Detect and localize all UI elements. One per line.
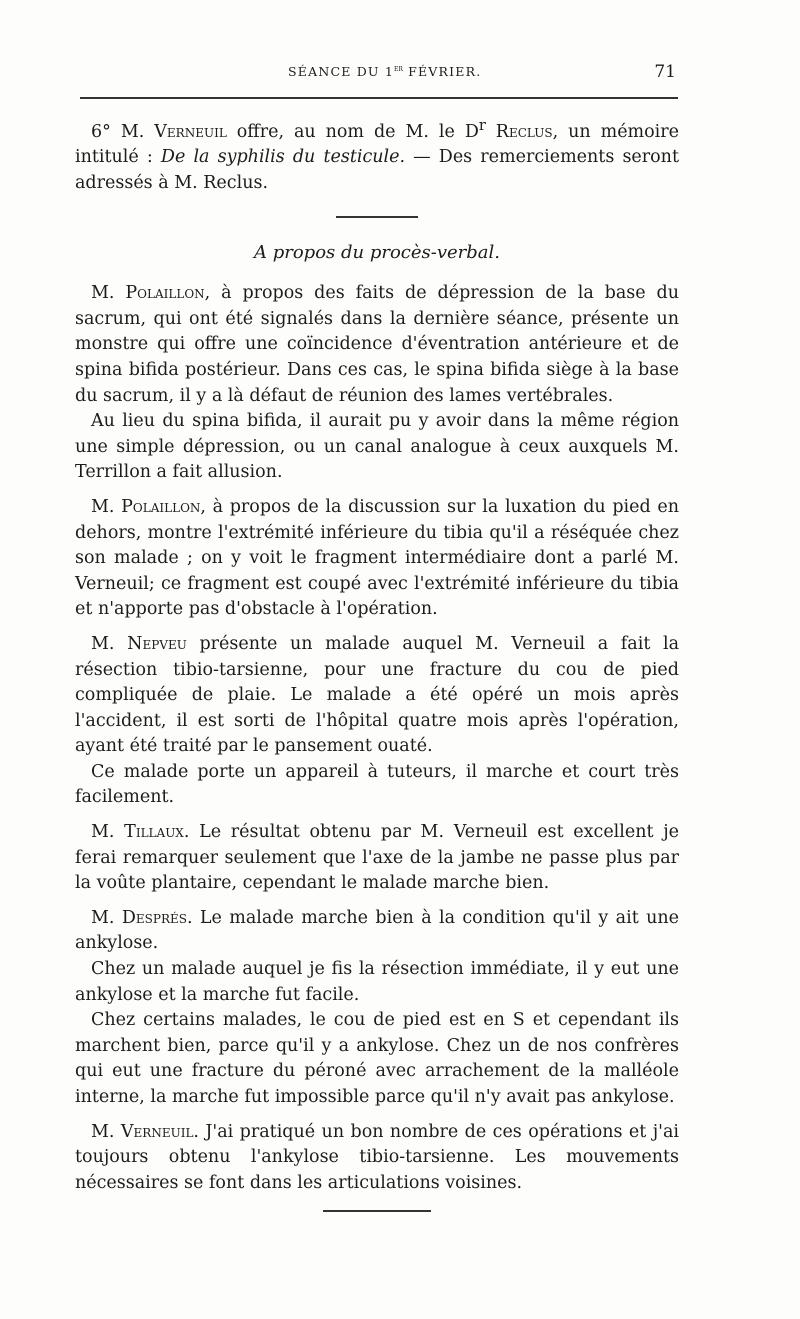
running-title-end: FÉVRIER. — [402, 64, 482, 80]
paragraph-text: , à propos des faits de dépression de la base du sacrum, qui ont été signalés dans la dernière séance, présente un monstre qui offre une coïncidence d'éventration antérieure et de spina bifida postérieur. Dans ces cas, le spina bifida siège à la base du sacrum, il y a là défaut de réunion des lames vertébrales. — [75, 283, 679, 406]
header-rule — [80, 97, 678, 99]
item-6-lead: 6° M. — [91, 121, 155, 142]
paragraph-lead: M. — [91, 283, 126, 304]
speaker-name: Verneuil — [154, 121, 227, 142]
paragraph-lead: M. — [91, 633, 128, 654]
speaker-name: Polaillon — [125, 283, 205, 304]
page-number: 71 — [654, 62, 676, 82]
item-6-paragraph — [75, 113, 679, 197]
body-text — [75, 113, 679, 1212]
paragraph-lead: M. — [91, 1121, 121, 1142]
paragraph-text: présente un malade auquel M. Verneuil a fait la résection tibio-tarsienne, pour une fracture du cou de pied compliquée de plaie. Le malade a été opéré un mois après l'accident, il est sorti de l'hôpital quatre mois après l'opération, ayant été traité par le pansement ouaté. — [75, 633, 680, 757]
paragraph-lead: M. — [91, 496, 122, 517]
paragraph-tillaux — [75, 820, 679, 897]
paragraph-spina-bifida: Au lieu du spina bifida, il aurait pu y avoir dans la même région une simple dépression, ou un canal analogue à ceux auxquels M. Terrillon a fait allusion. — [75, 411, 679, 483]
paragraph-text: . Le malade marche bien à la condition qu'il y ait une ankylose. — [75, 907, 680, 954]
item-6-text: offre, au nom de M. le D — [226, 121, 479, 142]
page-header — [78, 62, 678, 86]
item-6-text: — Des remerciements seront adressés à M. Reclus. — [75, 147, 679, 194]
speaker-name: Nepveu — [127, 633, 187, 654]
memoir-title: De la syphilis du testicule. — [160, 147, 406, 168]
end-divider — [323, 1210, 431, 1212]
section-title: A propos du procès-verbal. — [253, 241, 500, 263]
paragraph-verneuil — [75, 1120, 679, 1197]
paragraph-polaillon-2 — [75, 495, 679, 623]
paragraph-lead: M. — [91, 907, 122, 928]
running-title-superscript: er — [394, 64, 403, 74]
paragraph-text: , à propos de la discussion sur la luxation du pied en dehors, montre l'extrémité inférieure du tibia qu'il a réséquée chez son malade ; on y voit le fragment intermédiaire dont a parlé M. Verneuil; ce fragment est coupé avec l'extrémité inférieure du tibia et n'apporte pas d'obstacle à l'opération. — [75, 496, 679, 620]
speaker-name: Després — [121, 907, 187, 928]
paragraph-text: . J'ai pratiqué un bon nombre de ces opérations et j'ai toujours obtenu l'ankylose tibio-tarsienne. Les mouvements nécessaires se font dans les articulations voisines. — [75, 1121, 680, 1193]
paragraph-appareil: Ce malade porte un appareil à tuteurs, il marche et court très facilement. — [75, 761, 679, 808]
paragraph-despres — [75, 906, 679, 957]
paragraph-nepveu — [75, 632, 679, 760]
running-title — [288, 64, 481, 79]
speaker-name: Verneuil — [120, 1121, 194, 1142]
speaker-name: Polaillon — [121, 496, 201, 517]
running-title-start: SÉANCE DU 1 — [288, 64, 394, 80]
doctor-superscript: r — [478, 117, 486, 134]
speaker-name: Tillaux — [124, 822, 184, 843]
item-6-text: , un mémoire intitulé : — [75, 121, 679, 168]
author-name: Reclus — [485, 121, 553, 142]
paragraph-resection: Chez un malade auquel je fis la résection immédiate, il y eut une ankylose et la marche fut facile. — [75, 959, 679, 1005]
paragraph-ankylose: Chez certains malades, le cou de pied est en S et cependant ils marchent bien, parce qu'il y a ankylose. Chez un de nos confrères qui eut une fracture du péroné avec arrachement de la malléole interne, la marche fut impossible parce qu'il n'y avait pas ankylose. — [75, 1010, 679, 1108]
paragraph-polaillon-1 — [75, 281, 679, 409]
section-divider — [336, 216, 418, 218]
paragraph-lead: M. — [91, 822, 125, 843]
paragraph-text: . Le résultat obtenu par M. Verneuil est excellent je ferai remarquer seulement que l'axe de la jambe ne passe plus par la voûte plantaire, cependant le malade marche bien. — [75, 822, 680, 894]
